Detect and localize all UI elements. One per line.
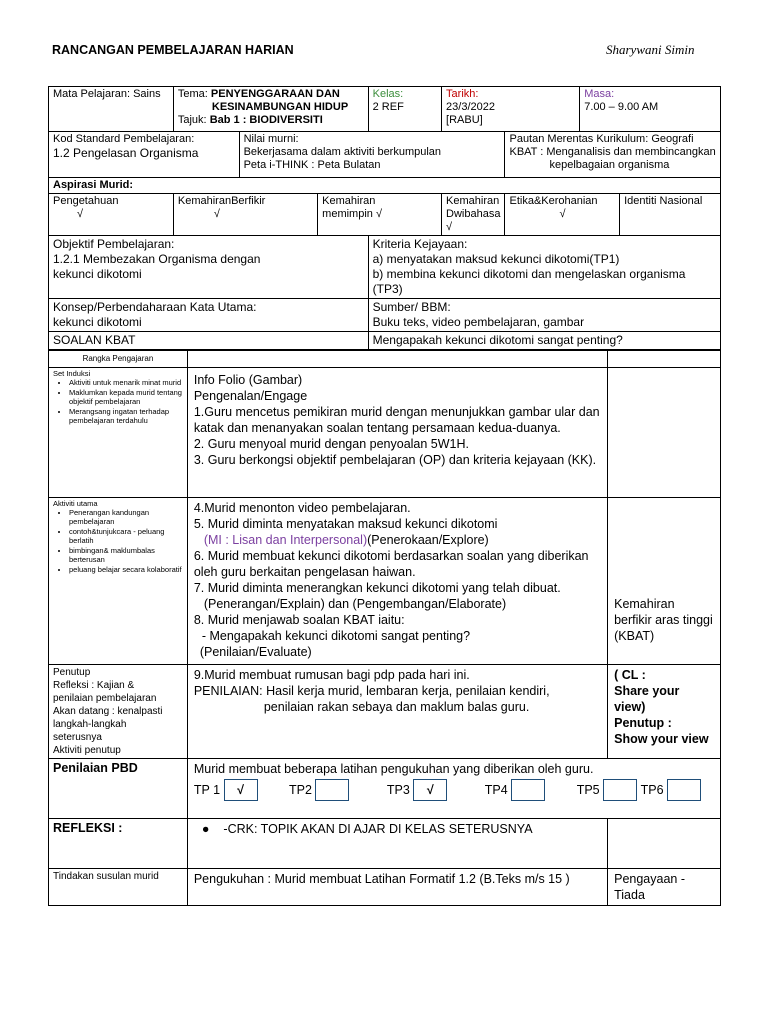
tp-label: TP4: [484, 783, 508, 797]
closing-label: langkah-langkah: [53, 719, 127, 730]
closing-note: [608, 665, 721, 759]
time-value: 7.00 – 9.00 AM: [584, 101, 659, 113]
aspiration-label-ethics: Etika&Kerohanian: [509, 195, 598, 207]
kbat-question: Mengapakah kekunci dikotomi sangat penting?: [368, 332, 720, 350]
tp-row: [194, 779, 714, 801]
list-item: • Merangsang ingatan terhadap pembelajaran terdahulu: [69, 407, 183, 425]
list-item: • bimbingan& maklumbalas berterusan: [69, 546, 183, 564]
date-day: [RABU]: [446, 114, 483, 126]
tp1-box[interactable]: √: [224, 779, 258, 801]
main-activity-label-cell: [49, 498, 188, 665]
aspiration-label-bilingual: Kemahiran: [446, 195, 500, 207]
concept-cell: [49, 299, 369, 332]
aspiration-leadership: [318, 194, 442, 236]
crosscurriculum-line2: KBAT : Menganalisis dan membincangkan: [509, 146, 716, 158]
date-cell: [442, 87, 580, 132]
followup-label: Tindakan susulan murid: [49, 869, 188, 906]
subject-cell: [49, 87, 174, 132]
pbd-text: Murid membuat beberapa latihan pengukuhan yang diberikan oleh guru.: [193, 762, 594, 776]
date-value: 23/3/2022: [446, 101, 495, 113]
tp6-box[interactable]: [667, 779, 701, 801]
closing-label: Aktiviti penutup: [53, 745, 121, 756]
closing-note-line: ( CL :: [614, 668, 646, 682]
theme-label: Tema:: [177, 88, 208, 100]
aspiration-ethics: [505, 194, 620, 236]
list-item: • contoh&tunjukcara - peluang berlatih: [69, 527, 183, 545]
activity-step: 7. Murid diminta menerangkan kekunci dikotomi yang telah dibuat.: [193, 581, 561, 595]
tp-label: TP2: [288, 783, 312, 797]
tajuk-label: Tajuk:: [177, 114, 207, 126]
list-item: • Penerangan kandungan pembelajaran: [69, 508, 183, 526]
induction-line: Info Folio (Gambar): [193, 373, 303, 387]
reflection-text: -CRK: TOPIK AKAN DI AJAR DI KELAS SETERUSNYA: [223, 822, 533, 836]
aspiration-label-national: Identiti Nasional: [624, 195, 703, 207]
time-cell: [580, 87, 721, 132]
aspiration-label-bilingual-2: Dwibahasa: [446, 208, 501, 220]
theme-value-2: KESINAMBUNGAN HIDUP: [211, 101, 349, 113]
objective-cell: [49, 236, 369, 299]
outline-title: Rangka Pengajaran: [49, 351, 188, 368]
values-line1: Bekerjasama dalam aktiviti berkumpulan: [243, 146, 442, 158]
aspiration-knowledge: [49, 194, 174, 236]
closing-label: Penutup: [53, 667, 91, 678]
crosscurriculum-cell: [505, 132, 721, 178]
objective-line2: kekunci dikotomi: [53, 267, 142, 281]
lesson-outline-table: [48, 350, 721, 906]
set-induction-label: Set Induksi: [53, 369, 91, 378]
closing-label: Refleksi : Kajian &: [53, 680, 135, 691]
aspiration-label: Aspirasi Murid:: [49, 178, 721, 194]
tp4-box[interactable]: [511, 779, 545, 801]
theme-cell: [173, 87, 368, 132]
closing-label: Akan datang : kenalpasti: [53, 706, 163, 717]
tp-label: TP 1: [193, 783, 221, 797]
signature: Sharywani Simin: [606, 42, 695, 57]
page-title: RANCANGAN PEMBELAJARAN HARIAN: [52, 43, 294, 57]
criteria-line2: b) membina kekunci dikotomi dan mengelaskan organisma (TP3): [372, 267, 686, 296]
tp-label: TP6: [640, 783, 664, 797]
list-item: • peluang belajar secara kolaboratif: [69, 565, 183, 574]
induction-line: 1.Guru mencetus pemikiran murid dengan menunjukkan gambar ular dan katak dan menanyakan soalan tentang persamaan kedua-duanya.: [193, 405, 600, 435]
main-activity-content: [187, 498, 607, 665]
concept-label: Konsep/Perbendaharaan Kata Utama:: [53, 300, 257, 314]
closing-note-line: Share your view): [614, 684, 680, 714]
reflection-label: REFLEKSI :: [49, 819, 188, 869]
enrichment-text: Pengayaan - Tiada: [608, 869, 721, 906]
values-cell: [239, 132, 505, 178]
time-label: Masa:: [584, 88, 615, 100]
standard-value: 1.2 Pengelasan Organisma: [53, 146, 199, 160]
subject: Mata Pelajaran: Sains: [53, 88, 161, 100]
lesson-info-table: [48, 86, 721, 350]
tajuk-value: Bab 1 : BIODIVERSITI: [209, 114, 323, 126]
check-icon: √: [375, 208, 383, 220]
kbat-note: Kemahiran berfikir aras tinggi (KBAT): [608, 498, 721, 665]
theme-value: PENYENGGARAAN DAN: [210, 88, 340, 100]
assessment-text-2: penilaian rakan sebaya dan maklum balas guru.: [263, 700, 530, 714]
activity-step: 4.Murid menonton video pembelajaran.: [193, 501, 411, 515]
tp-label: TP5: [576, 783, 600, 797]
criteria-line1: a) menyatakan maksud kekunci dikotomi(TP1): [372, 252, 620, 266]
main-activity-label: Aktiviti utama: [53, 499, 98, 508]
mi-label: (MI : Lisan dan Interpersonal): [203, 533, 368, 547]
aspiration-national: [620, 194, 721, 236]
concept-value: kekunci dikotomi: [53, 315, 142, 329]
closing-label: seterusnya: [53, 732, 102, 743]
resources-cell: [368, 299, 720, 332]
class-label: Kelas:: [372, 88, 404, 100]
closing-label: penilaian pembelajaran: [53, 693, 157, 704]
tp-label: TP3: [386, 783, 410, 797]
criteria-label: Kriteria Kejayaan:: [372, 237, 468, 251]
activity-step: 6. Murid membuat kekunci dikotomi berdasarkan soalan yang diberikan oleh guru berkaitan pengelasan haiwan.: [193, 549, 589, 579]
crosscurriculum-line1: Pautan Merentas Kurikulum: Geografi: [509, 133, 694, 145]
objective-label: Objektif Pembelajaran:: [53, 237, 175, 251]
check-icon: √: [77, 208, 84, 220]
tp5-box[interactable]: [603, 779, 637, 801]
closing-label-cell: [49, 665, 188, 759]
crosscurriculum-line3: kepelbagaian organisma: [549, 159, 670, 171]
standard-cell: [49, 132, 240, 178]
bullet-icon: ●: [201, 822, 210, 836]
resources-value: Buku teks, video pembelajaran, gambar: [372, 315, 585, 329]
reflection-content: [187, 819, 607, 869]
check-icon: √: [213, 208, 220, 220]
pbd-label: Penilaian PBD: [49, 759, 188, 819]
resources-label: Sumber/ BBM:: [372, 300, 451, 314]
induction-line: 3. Guru berkongsi objektif pembelajaran (OP) dan kriteria kejayaan (KK).: [193, 453, 597, 467]
activity-phase: (Penilaian/Evaluate): [199, 645, 312, 659]
aspiration-label-thinking: KemahiranBerfikir: [177, 195, 266, 207]
date-label: Tarikh:: [446, 88, 479, 100]
class-cell: [368, 87, 441, 132]
values-label: Nilai murni:: [243, 133, 299, 145]
closing-note-line: Penutup :: [614, 716, 672, 730]
aspiration-label-leadership: Kemahiran: [322, 195, 376, 207]
aspiration-bilingual: [442, 194, 505, 236]
assessment-text: PENILAIAN: Hasil kerja murid, lembaran kerja, penilaian kendiri,: [193, 684, 550, 698]
tp3-box[interactable]: √: [413, 779, 447, 801]
set-induction-label-cell: [49, 368, 188, 498]
aspiration-label-leadership-2: memimpin: [322, 208, 373, 220]
values-line2: Peta i-THINK : Peta Bulatan: [243, 159, 381, 171]
tp2-box[interactable]: [315, 779, 349, 801]
kbat-label: SOALAN KBAT: [49, 332, 369, 350]
followup-text: Pengukuhan : Murid membuat Latihan Formatif 1.2 (B.Teks m/s 15 ): [187, 869, 607, 906]
closing-content: [187, 665, 607, 759]
list-item: • Aktiviti untuk menarik minat murid: [69, 378, 183, 387]
criteria-cell: [368, 236, 720, 299]
check-icon: √: [446, 221, 453, 233]
aspiration-label-knowledge: Pengetahuan: [53, 195, 119, 207]
set-induction-content: [187, 368, 607, 498]
class-value: 2 REF: [372, 101, 404, 113]
activity-step: 5. Murid diminta menyatakan maksud kekunci dikotomi: [193, 517, 498, 531]
list-item: • Maklumkan kepada murid tentang objektif pembelajaran: [69, 388, 183, 406]
pbd-content: [187, 759, 720, 819]
standard-label: Kod Standard Pembelajaran:: [53, 133, 195, 145]
check-icon: √: [559, 208, 566, 220]
activity-phase: (Penerangan/Explain) dan (Pengembangan/Elaborate): [203, 597, 507, 611]
explore-label: (Penerokaan/Explore): [367, 533, 489, 547]
closing-step: 9.Murid membuat rumusan bagi pdp pada hari ini.: [193, 668, 470, 682]
objective-line1: 1.2.1 Membezakan Organisma dengan: [53, 252, 261, 266]
activity-kbat-question: - Mengapakah kekunci dikotomi sangat penting?: [201, 629, 471, 643]
induction-line: Pengenalan/Engage: [193, 389, 308, 403]
aspiration-thinking: [173, 194, 317, 236]
closing-note-line: Show your view: [614, 732, 709, 746]
induction-line: 2. Guru menyoal murid dengan penyoalan 5W1H.: [193, 437, 470, 451]
activity-step: 8. Murid menjawab soalan KBAT iaitu:: [193, 613, 405, 627]
